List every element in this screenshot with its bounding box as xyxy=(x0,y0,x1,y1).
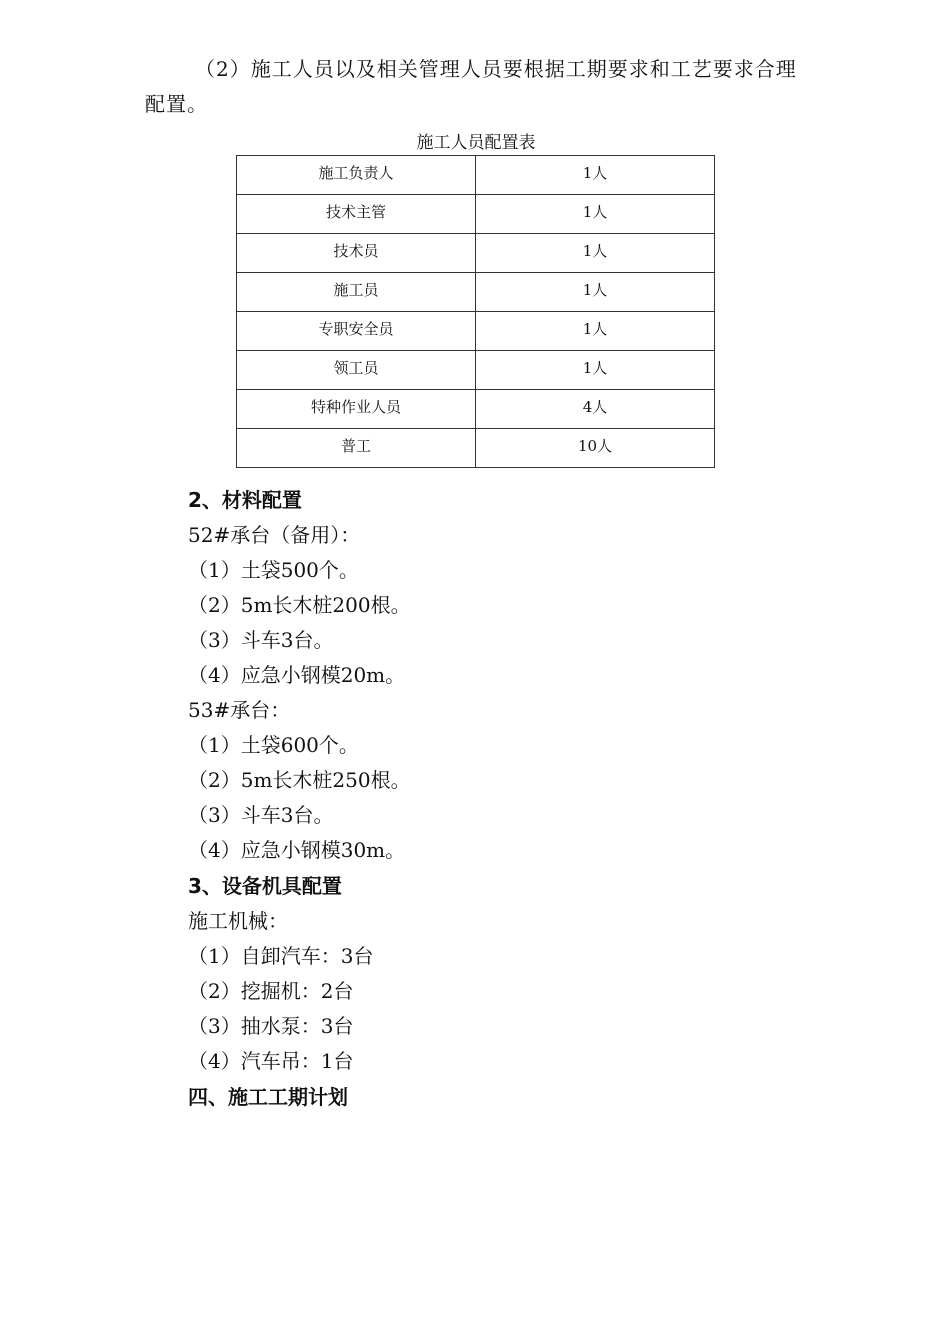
cap53-title: 53#承台： xyxy=(188,698,291,722)
table-row xyxy=(237,390,715,429)
list-item: （2）5m长木桩200根。 xyxy=(188,593,411,617)
count-cell: 1人 xyxy=(476,351,715,390)
list-item: （4）汽车吊：1台 xyxy=(188,1049,354,1073)
table-row xyxy=(237,312,715,351)
list-item: （1）土袋600个。 xyxy=(188,733,359,757)
materials-heading: 2、材料配置 xyxy=(188,488,302,512)
table-row xyxy=(237,351,715,390)
intro-paragraph: （2）施工人员以及相关管理人员要根据工期要求和工艺要求合理配置。 xyxy=(145,57,797,116)
role-cell: 普工 xyxy=(237,429,476,468)
table-row xyxy=(237,273,715,312)
role-cell: 特种作业人员 xyxy=(237,390,476,429)
list-item: （3）斗车3台。 xyxy=(188,628,334,652)
list-item: （2）挖掘机：2台 xyxy=(188,979,354,1003)
role-cell: 领工员 xyxy=(237,351,476,390)
role-cell: 施工负责人 xyxy=(237,156,476,195)
schedule-heading: 四、施工工期计划 xyxy=(188,1085,348,1109)
count-cell: 4人 xyxy=(476,390,715,429)
list-item: （3）抽水泵：3台 xyxy=(188,1014,354,1038)
role-cell: 技术员 xyxy=(237,234,476,273)
table-caption: 施工人员配置表 xyxy=(416,133,536,153)
count-cell: 10人 xyxy=(476,429,715,468)
table-row xyxy=(237,234,715,273)
cap52-title: 52#承台（备用）： xyxy=(188,523,361,547)
list-item: （2）5m长木桩250根。 xyxy=(188,768,411,792)
count-cell: 1人 xyxy=(476,273,715,312)
count-cell: 1人 xyxy=(476,312,715,351)
list-item: （3）斗车3台。 xyxy=(188,803,334,827)
equipment-subtitle: 施工机械： xyxy=(188,909,288,933)
list-item: （1）自卸汽车：3台 xyxy=(188,944,374,968)
list-item: （1）土袋500个。 xyxy=(188,558,359,582)
role-cell: 技术主管 xyxy=(237,195,476,234)
list-item: （4）应急小钢模20m。 xyxy=(188,663,406,687)
count-cell: 1人 xyxy=(476,234,715,273)
table-row xyxy=(237,195,715,234)
role-cell: 专职安全员 xyxy=(237,312,476,351)
table-row xyxy=(237,156,715,195)
equipment-heading: 3、设备机具配置 xyxy=(188,874,342,898)
list-item: （4）应急小钢模30m。 xyxy=(188,838,406,862)
count-cell: 1人 xyxy=(476,156,715,195)
table-row xyxy=(237,429,715,468)
count-cell: 1人 xyxy=(476,195,715,234)
staff-table xyxy=(236,155,715,468)
role-cell: 施工员 xyxy=(237,273,476,312)
